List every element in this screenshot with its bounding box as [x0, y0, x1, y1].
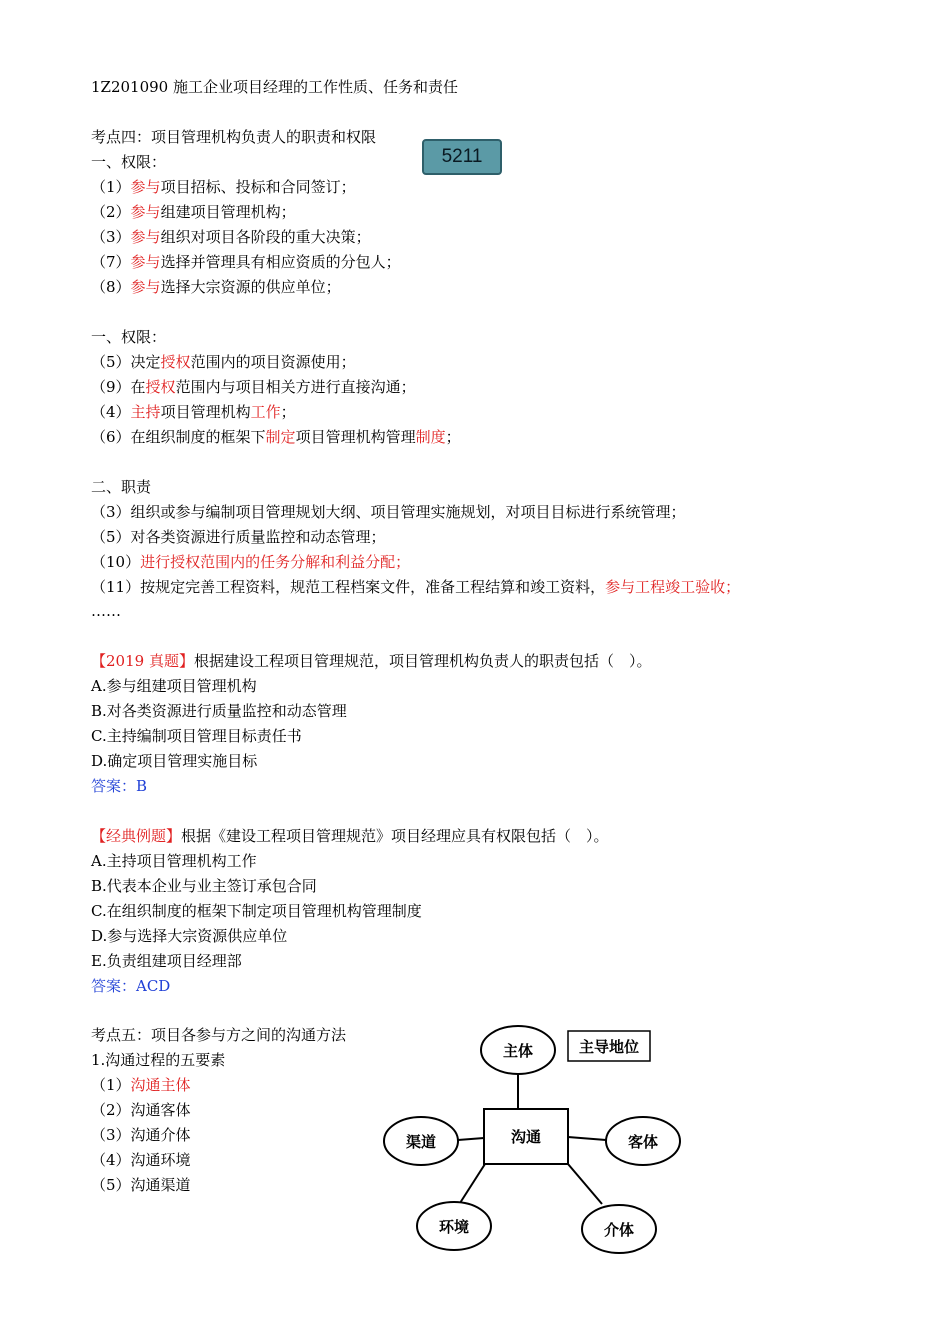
item-text: （5）决定	[91, 353, 161, 371]
node-channel-label: 渠道	[405, 1133, 437, 1151]
list-item: （5）沟通渠道	[91, 1176, 191, 1194]
option-c: C.在组织制度的框架下制定项目管理机构管理制度	[91, 902, 422, 920]
option-c: C.主持编制项目管理目标责任书	[91, 727, 302, 745]
item-text: （6）在组织制度的框架下	[91, 428, 266, 446]
item-highlight: 授权	[160, 353, 191, 371]
item-highlight: 参与	[130, 203, 161, 221]
point5-title: 考点五：项目各参与方之间的沟通方法	[91, 1026, 347, 1044]
dominant-label: 主导地位	[578, 1038, 640, 1056]
item-text: ；	[280, 403, 296, 421]
item-highlight: 参与	[130, 228, 161, 246]
page-title: 1Z201090 施工企业项目经理的工作性质、任务和责任	[91, 78, 458, 96]
item-prefix: （2）	[91, 203, 131, 221]
question-stem	[91, 651, 651, 671]
node-medium-label: 介体	[603, 1221, 635, 1239]
list-item	[91, 227, 371, 247]
list-item	[91, 177, 356, 197]
connector-channel	[458, 1138, 484, 1140]
question-tag: 【经典例题】	[91, 827, 182, 845]
list-item	[91, 552, 410, 572]
item-text: 选择并管理具有相应资质的分包人；	[160, 253, 401, 271]
list-item: （3）沟通介体	[91, 1126, 191, 1144]
item-highlight: 参与	[130, 278, 161, 296]
option-b: B.对各类资源进行质量监控和动态管理	[91, 702, 347, 720]
list-item	[91, 427, 461, 447]
list-item	[91, 202, 296, 222]
item-highlight: 主持	[130, 403, 161, 421]
question-tag: 【2019 真题】	[91, 652, 194, 670]
option-d: D.参与选择大宗资源供应单位	[91, 927, 288, 945]
item-text: （11）按规定完善工程资料，规范工程档案文件，准备工程结算和竣工资料，	[91, 578, 606, 596]
question-text: 根据《建设工程项目管理规范》项目经理应具有权限包括（ ）。	[181, 827, 609, 845]
list-item	[91, 527, 386, 547]
item-text: 项目招标、投标和合同签订；	[160, 178, 356, 196]
option-d: D.确定项目管理实施目标	[91, 752, 258, 770]
list-item	[91, 1075, 191, 1095]
item-text: 范围内与项目相关方进行直接沟通；	[175, 378, 416, 396]
list-item	[91, 577, 740, 597]
item-text: 项目管理机构管理	[295, 428, 416, 446]
item-highlight: 参与工程竣工验收	[605, 578, 726, 596]
option-a: A.参与组建项目管理机构	[91, 677, 257, 695]
list-item	[91, 252, 401, 272]
item-text: 项目管理机构	[160, 403, 251, 421]
question-stem	[91, 826, 609, 846]
item-text: （10）	[91, 553, 141, 571]
answer: 答案：ACD	[91, 977, 171, 995]
connector-object	[568, 1137, 606, 1140]
item-highlight: 制定	[265, 428, 296, 446]
list-item: （2）沟通客体	[91, 1101, 191, 1119]
item-text: ；	[725, 578, 741, 596]
list-item	[91, 352, 356, 372]
item-highlight: 制度	[415, 428, 446, 446]
item-text: 范围内的项目资源使用；	[190, 353, 356, 371]
connector-medium	[568, 1164, 602, 1204]
item-text: （9）在	[91, 378, 146, 396]
item-text: （5）对各类资源进行质量监控和动态管理；	[91, 528, 386, 546]
list-item	[91, 502, 686, 522]
item-text: ；	[445, 428, 461, 446]
item-text: 选择大宗资源的供应单位；	[160, 278, 341, 296]
list-item	[91, 277, 341, 297]
item-prefix: （8）	[91, 278, 131, 296]
option-e: E.负责组建项目经理部	[91, 952, 242, 970]
item-highlight: 参与	[130, 178, 161, 196]
ellipsis: ……	[91, 602, 121, 620]
answer: 答案：B	[91, 777, 148, 795]
item-text: （4）	[91, 403, 131, 421]
list-item	[91, 377, 416, 397]
item-highlight: 进行授权范围内的任务分解和利益分配；	[140, 553, 411, 571]
question-text: 根据建设工程项目管理规范，项目管理机构负责人的职责包括（ ）。	[193, 652, 652, 670]
node-subject-label: 主体	[502, 1042, 534, 1060]
item-text: 组建项目管理机构；	[160, 203, 296, 221]
item-highlight: 参与	[130, 253, 161, 271]
node-object-label: 客体	[627, 1133, 659, 1151]
connector-environment	[460, 1164, 485, 1203]
item-highlight: 工作	[250, 403, 281, 421]
section-authority-title-2: 一、权限：	[91, 328, 167, 346]
node-environment-label: 环境	[438, 1218, 470, 1236]
item-prefix: （3）	[91, 228, 131, 246]
point4-title: 考点四：项目管理机构负责人的职责和权限	[91, 128, 377, 146]
item-highlight: 沟通主体	[130, 1076, 191, 1094]
option-b: B.代表本企业与业主签订承包合同	[91, 877, 317, 895]
list-item	[91, 402, 296, 422]
section-duty-title: 二、职责	[91, 478, 152, 496]
communication-diagram	[370, 1020, 690, 1260]
item-text: 组织对项目各阶段的重大决策；	[160, 228, 371, 246]
item-highlight: 授权	[145, 378, 176, 396]
center-label: 沟通	[510, 1128, 542, 1146]
list-item: （4）沟通环境	[91, 1151, 191, 1169]
option-a: A.主持项目管理机构工作	[91, 852, 257, 870]
point5-subtitle: 1.沟通过程的五要素	[91, 1051, 226, 1069]
badge-5211: 5211	[422, 139, 502, 175]
item-prefix: （1）	[91, 178, 131, 196]
item-prefix: （7）	[91, 253, 131, 271]
item-prefix: （1）	[91, 1076, 131, 1094]
section-authority-title: 一、权限：	[91, 153, 167, 171]
item-text: （3）组织或参与编制项目管理规划大纲、项目管理实施规划，对项目目标进行系统管理；	[91, 503, 686, 521]
